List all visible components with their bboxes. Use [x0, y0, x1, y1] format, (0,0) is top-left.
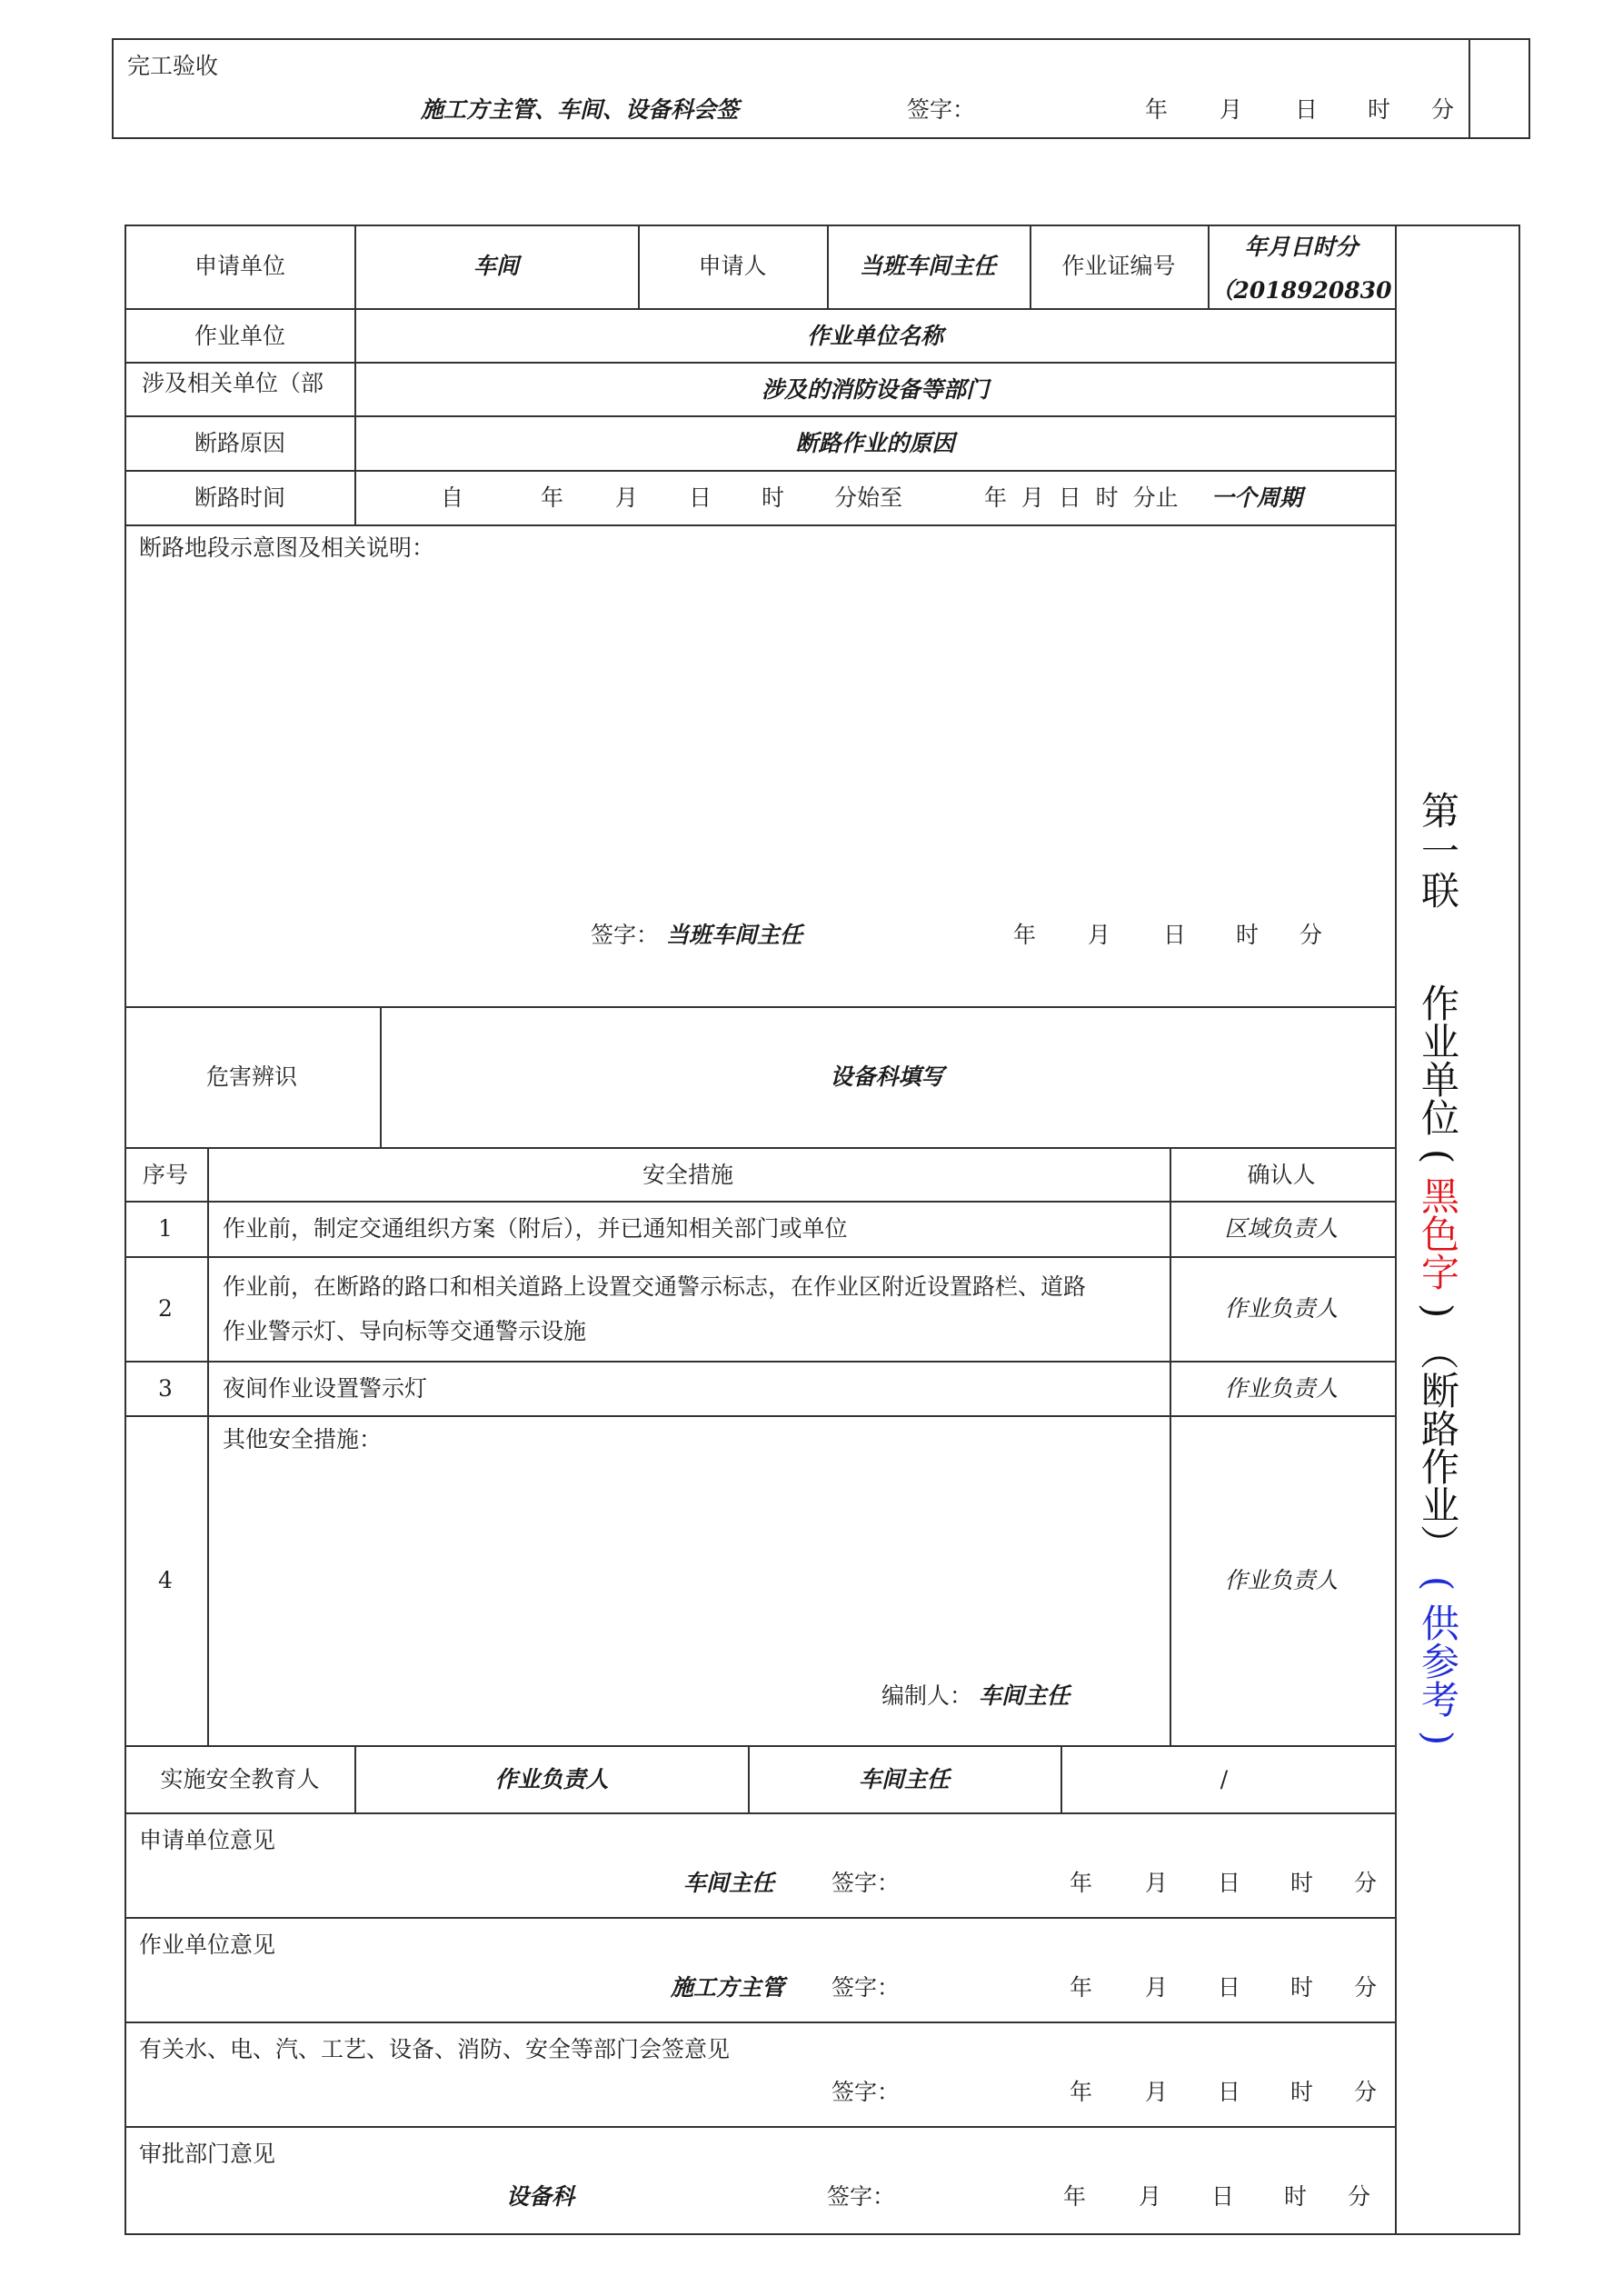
col-line — [748, 1745, 750, 1812]
col-line — [638, 225, 640, 308]
row-line — [124, 470, 1397, 472]
work-unit-label: 作业单位 — [194, 323, 286, 349]
sketch-date-month: 月 — [1088, 922, 1111, 948]
side-title-red: 黑色字 — [1416, 1176, 1461, 1292]
opinion-date-day: 日 — [1218, 2079, 1241, 2105]
education-label: 实施安全教育人 — [160, 1766, 320, 1792]
side-title-copy: 第一联 — [1416, 791, 1461, 911]
col-line — [207, 1147, 209, 1745]
education-value-1: 作业负责人 — [494, 1766, 609, 1792]
opinion-sign-label: 签字： — [827, 2183, 896, 2210]
row-line — [124, 524, 1397, 526]
row-line — [124, 1415, 1397, 1417]
apply-unit-value: 车间 — [473, 253, 520, 279]
measure-no: 1 — [158, 1215, 173, 1242]
measure-confirmer: 作业负责人 — [1224, 1375, 1339, 1402]
applicant-label: 申请人 — [698, 253, 767, 279]
opinion-date-day: 日 — [1211, 2183, 1235, 2210]
date-year: 年 — [1145, 96, 1169, 123]
opinion-date-hour: 时 — [1290, 2079, 1314, 2105]
time-end: 年 月 日 时 分止 — [984, 484, 1179, 511]
time-month: 月 — [615, 484, 639, 511]
col-line — [354, 225, 356, 524]
time-year: 年 — [541, 484, 564, 511]
opinion-date-minute: 分 — [1354, 2079, 1378, 2105]
opinion-date-hour: 时 — [1290, 1870, 1314, 1896]
col-line — [827, 225, 829, 308]
date-day: 日 — [1295, 96, 1319, 123]
measure-confirmer: 区域负责人 — [1224, 1215, 1339, 1242]
row-line — [124, 415, 1397, 417]
col-line — [380, 1006, 382, 1147]
side-title: 第一联 作业单位 ( 黑色字 ) （ 断路作业 ） ( 供参考 ) — [1416, 791, 1461, 1746]
row-line — [124, 1812, 1397, 1814]
related-unit-value: 涉及的消防设备等部门 — [761, 376, 990, 403]
row-line — [124, 2126, 1397, 2128]
row-line — [124, 308, 1397, 310]
measure-no: 3 — [158, 1375, 173, 1402]
side-title-work: 断路作业 — [1416, 1371, 1461, 1524]
col-line — [1060, 1745, 1062, 1812]
col-line — [1208, 225, 1210, 308]
row-line — [124, 1917, 1397, 1919]
date-month: 月 — [1220, 96, 1243, 123]
measure-confirmer: 作业负责人 — [1224, 1295, 1339, 1322]
completion-signers: 施工方主管、车间、设备科会签 — [421, 96, 740, 123]
opinion-label: 作业单位意见 — [139, 1932, 276, 1958]
side-title-blue: 供参考 — [1416, 1603, 1461, 1719]
hazard-label: 危害辨识 — [205, 1063, 298, 1090]
applicant-value: 当班车间主任 — [859, 253, 997, 279]
row-line — [124, 1201, 1397, 1203]
measures-confirmer-header: 确认人 — [1247, 1162, 1316, 1188]
measure-text-line2: 作业警示灯、导向标等交通警示设施 — [223, 1318, 587, 1344]
apply-unit-label: 申请单位 — [194, 253, 286, 279]
measure-author-label: 编制人： — [881, 1682, 973, 1709]
opinion-date-hour: 时 — [1284, 2183, 1308, 2210]
measure-text: 作业前，制定交通组织方案（附后），并已通知相关部门或单位 — [223, 1215, 848, 1242]
sketch-date-hour: 时 — [1236, 922, 1260, 948]
reason-label: 断路原因 — [194, 430, 286, 456]
sketch-sign-label: 签字： — [591, 922, 660, 948]
date-hour: 时 — [1368, 96, 1391, 123]
opinion-signer: 设备科 — [506, 2183, 575, 2210]
permit-no-value-2: （2018920830 — [1210, 277, 1392, 304]
measure-text: 夜间作业设置警示灯 — [223, 1375, 428, 1402]
sketch-date-minute: 分 — [1299, 922, 1323, 948]
side-title-unit: 作业单位 — [1416, 983, 1461, 1136]
opinion-sign-label: 签字： — [831, 1974, 901, 2001]
measures-no-header: 序号 — [142, 1162, 189, 1188]
opinion-signer: 车间主任 — [683, 1870, 775, 1896]
opinion-date-minute: 分 — [1348, 2183, 1371, 2210]
opinion-date-month: 月 — [1145, 1974, 1169, 2001]
time-value: 一个周期 — [1211, 484, 1303, 511]
measure-text: 作业前，在断路的路口和相关道路上设置交通警示标志，在作业区附近设置路栏、道路 — [223, 1273, 1087, 1300]
measure-no: 4 — [158, 1567, 173, 1593]
time-day: 日 — [689, 484, 712, 511]
opinion-date-day: 日 — [1218, 1974, 1241, 2001]
opinion-date-month: 月 — [1145, 2079, 1169, 2105]
opinion-sign-label: 签字： — [831, 2079, 901, 2105]
completion-label: 完工验收 — [127, 53, 219, 79]
col-line — [1170, 1147, 1171, 1745]
measure-no: 2 — [158, 1295, 173, 1322]
opinion-date-month: 月 — [1139, 2183, 1162, 2210]
row-line — [124, 1361, 1397, 1363]
measures-measure-header: 安全措施 — [642, 1162, 734, 1188]
completion-block — [112, 38, 1530, 139]
opinion-date-hour: 时 — [1290, 1974, 1314, 2001]
opinion-date-minute: 分 — [1354, 1974, 1378, 2001]
opinion-sign-label: 签字： — [831, 1870, 901, 1896]
date-minute: 分 — [1431, 96, 1455, 123]
opinion-date-year: 年 — [1070, 1870, 1093, 1896]
measure-author: 车间主任 — [979, 1682, 1070, 1709]
permit-no-label: 作业证编号 — [1061, 253, 1176, 279]
education-value-2: 车间主任 — [858, 1766, 951, 1792]
related-unit-label: 涉及相关单位（部 — [142, 370, 324, 396]
opinion-label: 审批部门意见 — [139, 2141, 276, 2167]
sketch-date-year: 年 — [1013, 922, 1037, 948]
opinion-date-year: 年 — [1070, 1974, 1093, 2001]
permit-no-value: 年月日时分 — [1244, 234, 1359, 260]
time-hour: 时 — [762, 484, 785, 511]
hazard-value: 设备科填写 — [830, 1063, 944, 1090]
reason-value: 断路作业的原因 — [795, 430, 955, 456]
time-label: 断路时间 — [194, 484, 286, 511]
row-line — [124, 1006, 1397, 1008]
col-line — [1030, 225, 1031, 308]
opinion-label: 申请单位意见 — [139, 1827, 276, 1853]
measure-confirmer: 作业负责人 — [1224, 1567, 1339, 1593]
sketch-date-day: 日 — [1163, 922, 1187, 948]
education-value-3: / — [1220, 1766, 1229, 1792]
row-line — [124, 1256, 1397, 1258]
opinion-date-year: 年 — [1070, 2079, 1093, 2105]
opinion-date-day: 日 — [1218, 1870, 1241, 1896]
sketch-label: 断路地段示意图及相关说明： — [139, 534, 435, 561]
opinion-date-year: 年 — [1063, 2183, 1087, 2210]
divider — [1469, 38, 1470, 139]
opinion-date-month: 月 — [1145, 1870, 1169, 1896]
row-line — [124, 1147, 1397, 1149]
row-line — [124, 362, 1397, 364]
time-from: 自 — [441, 484, 464, 511]
work-unit-value: 作业单位名称 — [806, 323, 944, 349]
opinion-date-minute: 分 — [1354, 1870, 1378, 1896]
col-line — [354, 1745, 356, 1812]
time-minute-start: 分始至 — [834, 484, 903, 511]
measure-text: 其他安全措施： — [223, 1426, 383, 1452]
opinion-signer: 施工方主管 — [671, 1974, 785, 2001]
row-line — [124, 1745, 1397, 1747]
sketch-signer: 当班车间主任 — [666, 922, 803, 948]
row-line — [124, 2021, 1397, 2023]
opinion-label: 有关水、电、汽、工艺、设备、消防、安全等部门会签意见 — [139, 2036, 731, 2062]
completion-sign-label: 签字： — [907, 96, 976, 123]
